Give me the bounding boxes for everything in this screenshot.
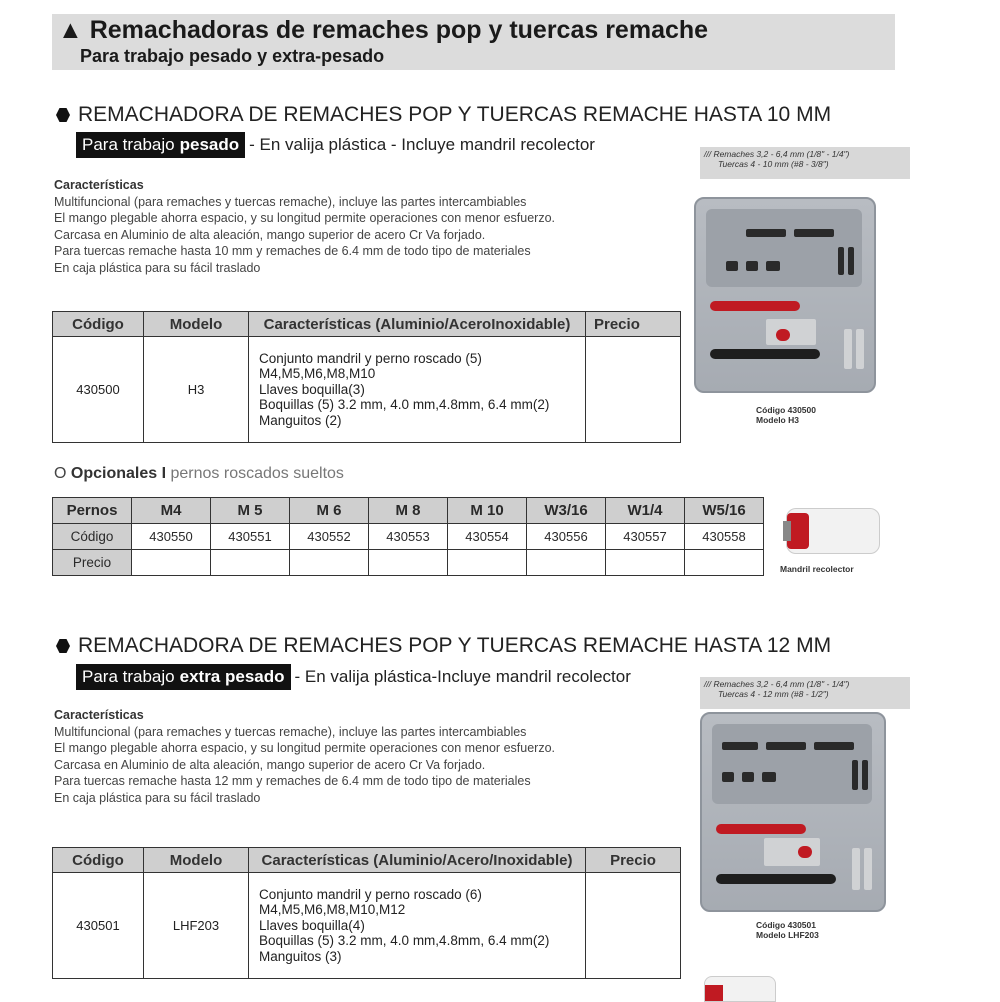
page-subtitle: Para trabajo pesado y extra-pesado — [80, 46, 385, 66]
hexagon-bullet-icon — [56, 639, 70, 653]
optionals-title-bold: Opcionales I — [70, 465, 167, 482]
feature-item: Para tuercas remache hasta 12 mm y remaches de 6.4 mm de todo tipo de materiales — [54, 774, 531, 788]
col-header: W5/16 — [685, 498, 764, 524]
product2-table — [52, 847, 681, 979]
product1-caption — [756, 405, 816, 425]
col-header: Características (Aluminio/AceroInoxidable) — [249, 312, 586, 337]
product2-duty-line — [76, 664, 631, 690]
cell-precio — [586, 337, 681, 443]
optionals-table — [52, 497, 764, 576]
caption-line: Código 430500 — [756, 405, 816, 415]
spec-line: /// Remaches 3,2 - 6,4 mm (1/8" - 1/4") — [704, 679, 850, 689]
col-header: Pernos — [53, 498, 132, 524]
product1-duty-line — [76, 132, 595, 158]
table-row — [53, 550, 764, 576]
col-header: Código — [53, 848, 144, 873]
product1-spec-box — [700, 147, 910, 179]
table-row — [53, 337, 681, 443]
cell-desc — [249, 873, 586, 979]
product2-spec-box — [700, 677, 910, 709]
table-row — [53, 873, 681, 979]
product2-photo — [700, 712, 886, 912]
features-title: Características — [54, 178, 144, 192]
duty-prefix: Para trabajo — [82, 667, 175, 686]
cell-price — [132, 550, 211, 576]
product2-duty-badge — [76, 664, 291, 690]
col-header: Modelo — [144, 312, 249, 337]
duty-bold: extra pesado — [179, 667, 285, 686]
cell-code: 430557 — [606, 524, 685, 550]
cell-code: 430558 — [685, 524, 764, 550]
desc-line: Conjunto mandril y perno roscado (6) — [259, 886, 482, 902]
feature-item: En caja plástica para su fácil traslado — [54, 790, 261, 805]
duty-prefix: Para trabajo — [82, 135, 175, 154]
feature-item: Multifuncional (para remaches y tuercas remache), incluye las partes intercambiables — [54, 724, 527, 739]
cell-modelo: LHF203 — [144, 873, 249, 979]
product1-title-text: REMACHADORA DE REMACHES POP Y TUERCAS REMACHE HASTA 10 MM — [78, 103, 832, 126]
spec-line: Tuercas 4 - 10 mm (#8 - 3/8") — [718, 159, 829, 169]
desc-line: M4,M5,M6,M8,M10 — [259, 366, 376, 382]
page-title: ▲ Remachadoras de remaches pop y tuercas remache — [58, 16, 709, 44]
product1-features — [54, 177, 555, 276]
cell-price — [606, 550, 685, 576]
desc-line: Boquillas (5) 3.2 mm, 4.0 mm,4.8mm, 6.4 mm(2) — [259, 397, 550, 413]
cell-code: 430551 — [211, 524, 290, 550]
col-header: M 6 — [290, 498, 369, 524]
caption-line: Modelo LHF203 — [756, 930, 819, 940]
duty-rest: - En valija plástica - Incluye mandril recolector — [249, 135, 595, 154]
spec-line: /// Remaches 3,2 - 6,4 mm (1/8" - 1/4") — [704, 149, 850, 159]
cell-price — [685, 550, 764, 576]
hexagon-bullet-icon — [56, 108, 70, 122]
row-header: Código — [53, 524, 132, 550]
col-header: Modelo — [144, 848, 249, 873]
spec-line: Tuercas 4 - 12 mm (#8 - 1/2") — [718, 689, 829, 699]
desc-line: M4,M5,M6,M8,M10,M12 — [259, 902, 406, 918]
feature-item: El mango plegable ahorra espacio, y su longitud permite operaciones con menor esfuerzo. — [54, 741, 555, 755]
cell-price — [211, 550, 290, 576]
col-header: M 10 — [448, 498, 527, 524]
row-header: Precio — [53, 550, 132, 576]
cell-price — [369, 550, 448, 576]
feature-item: Carcasa en Aluminio de alta aleación, mango superior de acero Cr Va forjado. — [54, 227, 486, 242]
col-header: Características (Aluminio/Acero/Inoxidable) — [249, 848, 586, 873]
page-title-text: Remachadoras de remaches pop y tuercas remache — [89, 16, 709, 44]
feature-item: Multifuncional (para remaches y tuercas remache), incluye las partes intercambiables — [54, 194, 527, 209]
cell-price — [448, 550, 527, 576]
duty-rest: - En valija plástica-Incluye mandril recolector — [294, 667, 631, 686]
features-title: Características — [54, 708, 144, 722]
table-row — [53, 524, 764, 550]
desc-line: Llaves boquilla(4) — [259, 917, 365, 933]
optionals-title — [54, 465, 344, 483]
product2-features — [54, 707, 555, 806]
col-header: M4 — [132, 498, 211, 524]
cell-code: 430550 — [132, 524, 211, 550]
col-header: Código — [53, 312, 144, 337]
col-header: Precio — [586, 312, 681, 337]
col-header: W1/4 — [606, 498, 685, 524]
optionals-title-light: pernos roscados sueltos — [170, 465, 344, 482]
feature-item: Carcasa en Aluminio de alta aleación, mango superior de acero Cr Va forjado. — [54, 757, 486, 772]
caption-line: Código 430501 — [756, 920, 816, 930]
product2-caption — [756, 920, 819, 940]
col-header: M 8 — [369, 498, 448, 524]
cell-price — [527, 550, 606, 576]
product1-photo — [694, 197, 876, 393]
product1-table — [52, 311, 681, 443]
duty-bold: pesado — [179, 135, 240, 154]
col-header: Precio — [586, 848, 681, 873]
cell-precio — [586, 873, 681, 979]
feature-item: En caja plástica para su fácil traslado — [54, 260, 261, 275]
desc-line: Llaves boquilla(3) — [259, 381, 365, 397]
cell-codigo: 430501 — [53, 873, 144, 979]
desc-line: Boquillas (5) 3.2 mm, 4.0 mm,4.8mm, 6.4 mm(2) — [259, 933, 550, 949]
desc-line: Manguitos (3) — [259, 948, 342, 964]
mandrel-caption: Mandril recolector — [780, 564, 854, 574]
optionals-symbol: O — [54, 465, 67, 482]
cell-price — [290, 550, 369, 576]
caption-line: Modelo H3 — [756, 415, 799, 425]
product1-duty-badge — [76, 132, 245, 158]
cell-code: 430552 — [290, 524, 369, 550]
product2-title — [56, 634, 831, 658]
mandrel-photo-partial — [704, 976, 776, 1002]
col-header: W3/16 — [527, 498, 606, 524]
cell-code: 430553 — [369, 524, 448, 550]
cell-code: 430554 — [448, 524, 527, 550]
feature-item: Para tuercas remache hasta 10 mm y remaches de 6.4 mm de todo tipo de materiales — [54, 244, 531, 258]
cell-code: 430556 — [527, 524, 606, 550]
cell-modelo: H3 — [144, 337, 249, 443]
feature-item: El mango plegable ahorra espacio, y su longitud permite operaciones con menor esfuerzo. — [54, 211, 555, 225]
product2-title-text: REMACHADORA DE REMACHES POP Y TUERCAS REMACHE HASTA 12 MM — [78, 634, 832, 657]
cell-desc — [249, 337, 586, 443]
mandrel-photo — [786, 508, 880, 554]
desc-line: Conjunto mandril y perno roscado (5) — [259, 350, 482, 366]
col-header: M 5 — [211, 498, 290, 524]
cell-codigo: 430500 — [53, 337, 144, 443]
desc-line: Manguitos (2) — [259, 412, 342, 428]
product1-title — [56, 103, 831, 127]
